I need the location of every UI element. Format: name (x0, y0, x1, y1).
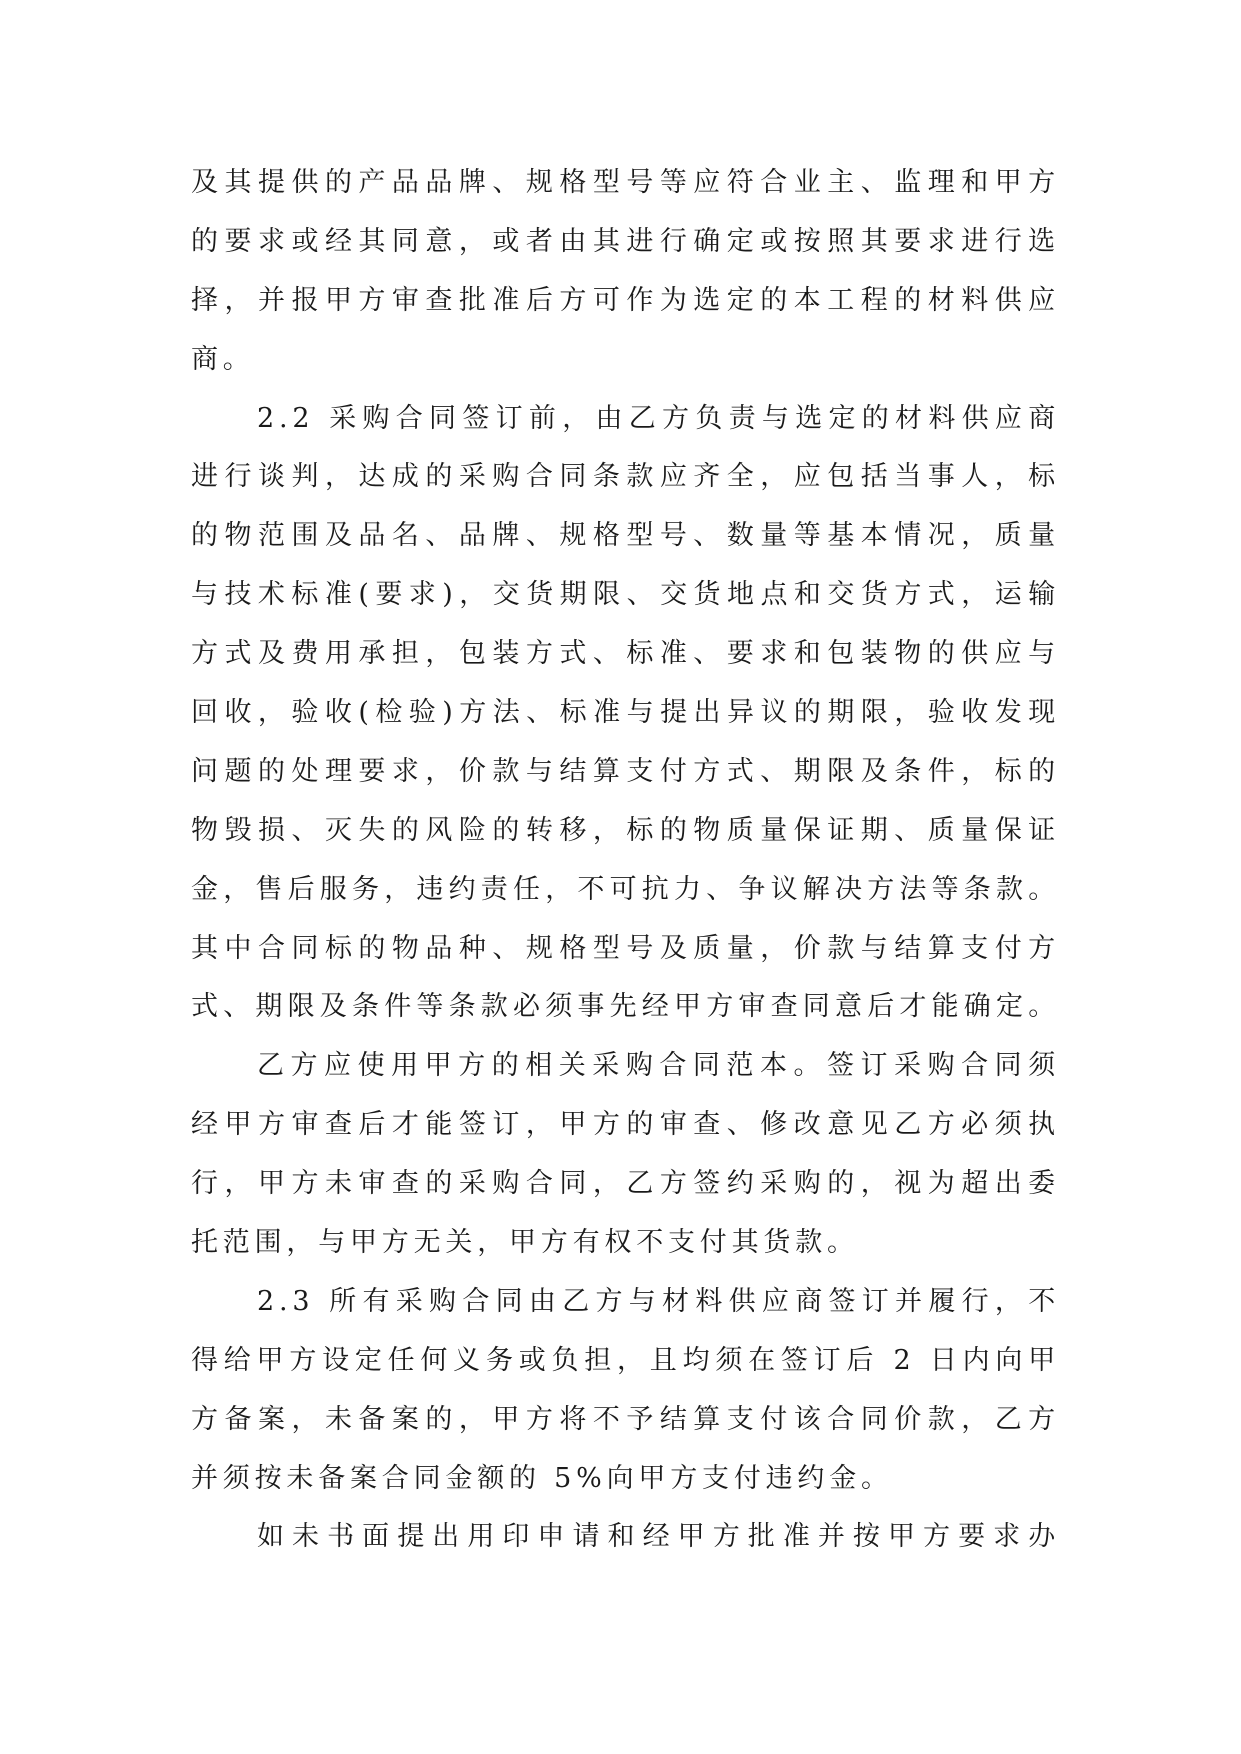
text-line: 择，并报甲方审查批准后方可作为选定的本工程的材料供应 (191, 284, 1060, 316)
text-line: 商。 (191, 343, 255, 375)
text-line: 乙方应使用甲方的相关采购合同范本。签订采购合同须 (257, 1050, 1060, 1082)
text-line: 的物范围及品名、品牌、规格型号、数量等基本情况，质量 (191, 520, 1060, 552)
text-line: 经甲方审查后才能签订，甲方的审查、修改意见乙方必须执 (191, 1109, 1060, 1141)
text-line: 进行谈判，达成的采购合同条款应齐全，应包括当事人，标 (191, 461, 1060, 493)
text-line: 方备案，未备案的，甲方将不予结算支付该合同价款，乙方 (191, 1403, 1060, 1435)
text-line: 方式及费用承担，包装方式、标准、要求和包装物的供应与 (191, 638, 1060, 670)
paragraph-3 (191, 1037, 1060, 1273)
text-line: 的要求或经其同意，或者由其进行确定或按照其要求进行选 (191, 225, 1060, 257)
text-line: 得给甲方设定任何义务或负担，且均须在签订后 2 日内向甲 (191, 1344, 1060, 1376)
text-line: 与技术标准(要求)，交货期限、交货地点和交货方式，运输 (191, 579, 1060, 611)
text-line: 问题的处理要求，价款与结算支付方式、期限及条件，标的 (191, 755, 1060, 787)
text-line: 其中合同标的物品种、规格型号及质量，价款与结算支付方 (191, 932, 1060, 964)
text-line: 2.2 采购合同签订前，由乙方负责与选定的材料供应商 (257, 402, 1060, 434)
text-line: 行，甲方未审查的采购合同，乙方签约采购的，视为超出委 (191, 1168, 1060, 1200)
text-line: 如未书面提出用印申请和经甲方批准并按甲方要求办 (257, 1521, 1060, 1553)
text-line: 2.3 所有采购合同由乙方与材料供应商签订并履行，不 (257, 1285, 1060, 1317)
paragraph-5 (191, 1508, 1060, 1567)
text-line: 式、期限及条件等条款必须事先经甲方审查同意后才能确定。 (191, 991, 1060, 1023)
text-line: 及其提供的产品品牌、规格型号等应符合业主、监理和甲方 (191, 167, 1060, 198)
paragraph-2 (191, 390, 1060, 1038)
text-line: 托范围，与甲方无关，甲方有权不支付其货款。 (191, 1227, 859, 1259)
document-body (191, 154, 1060, 1567)
text-line: 金，售后服务，违约责任，不可抗力、争议解决方法等条款。 (191, 873, 1060, 905)
text-line: 并须按未备案合同金额的 5%向甲方支付违约金。 (191, 1462, 893, 1494)
text-line: 物毁损、灭失的风险的转移，标的物质量保证期、质量保证 (191, 814, 1060, 846)
paragraph-4 (191, 1273, 1060, 1509)
text-line: 回收，验收(检验)方法、标准与提出异议的期限，验收发现 (191, 697, 1060, 729)
paragraph-1 (191, 154, 1060, 390)
